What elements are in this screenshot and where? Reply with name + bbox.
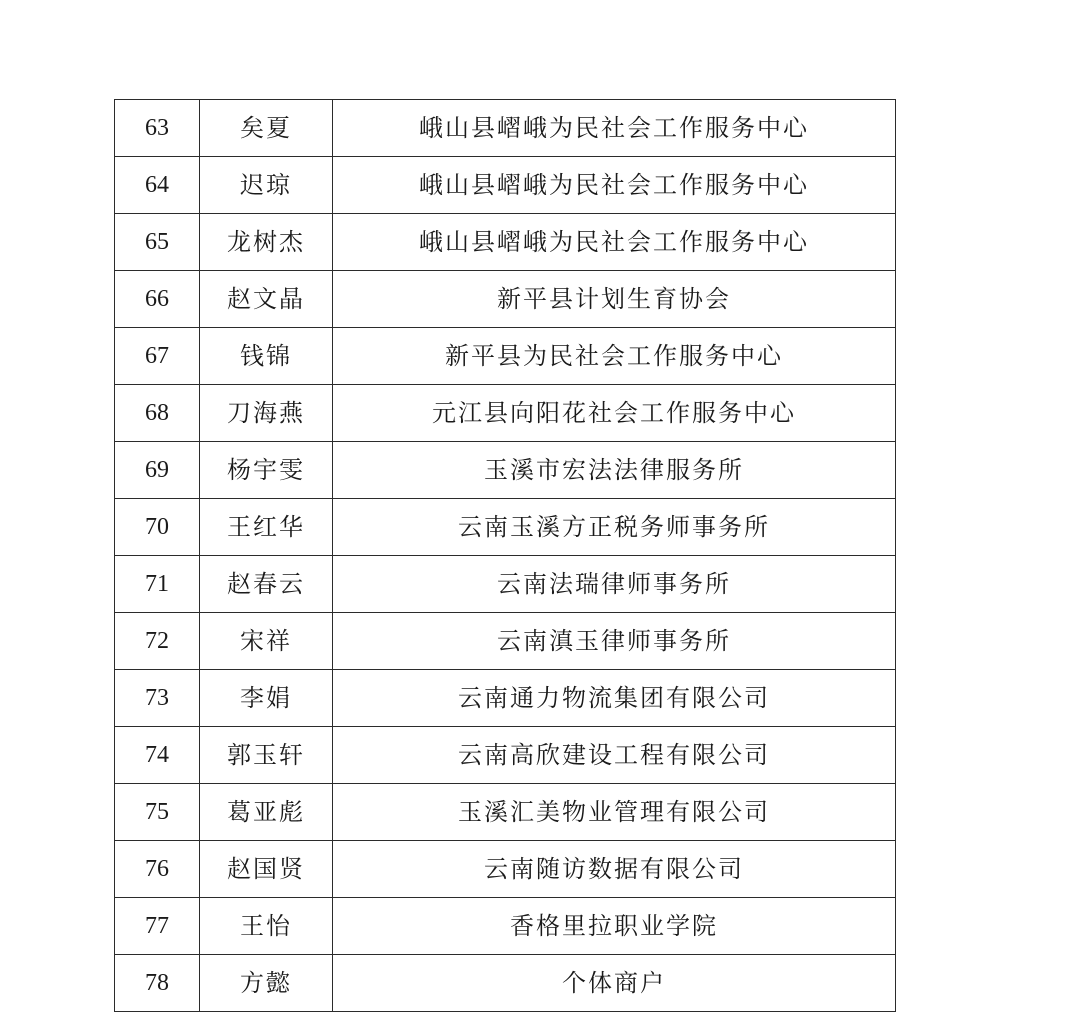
table-row bbox=[115, 841, 896, 898]
person-name: 龙树杰 bbox=[200, 214, 333, 271]
table-row bbox=[115, 898, 896, 955]
row-number: 64 bbox=[115, 157, 200, 214]
person-name: 赵文晶 bbox=[200, 271, 333, 328]
row-number: 78 bbox=[115, 955, 200, 1012]
table-row bbox=[115, 955, 896, 1012]
row-number: 69 bbox=[115, 442, 200, 499]
table-row bbox=[115, 499, 896, 556]
row-number: 68 bbox=[115, 385, 200, 442]
organization: 云南随访数据有限公司 bbox=[333, 841, 896, 898]
table-row bbox=[115, 271, 896, 328]
table-row bbox=[115, 442, 896, 499]
row-number: 73 bbox=[115, 670, 200, 727]
table-row bbox=[115, 157, 896, 214]
table-row bbox=[115, 328, 896, 385]
table-row bbox=[115, 556, 896, 613]
person-name: 葛亚彪 bbox=[200, 784, 333, 841]
row-number: 77 bbox=[115, 898, 200, 955]
organization: 云南玉溪方正税务师事务所 bbox=[333, 499, 896, 556]
person-name: 王红华 bbox=[200, 499, 333, 556]
organization: 新平县为民社会工作服务中心 bbox=[333, 328, 896, 385]
table-row bbox=[115, 100, 896, 157]
organization: 玉溪汇美物业管理有限公司 bbox=[333, 784, 896, 841]
table-row bbox=[115, 613, 896, 670]
table-row bbox=[115, 385, 896, 442]
row-number: 67 bbox=[115, 328, 200, 385]
roster-table-body bbox=[115, 100, 896, 1012]
roster-table bbox=[114, 99, 896, 1012]
person-name: 王怡 bbox=[200, 898, 333, 955]
row-number: 66 bbox=[115, 271, 200, 328]
person-name: 矣夏 bbox=[200, 100, 333, 157]
organization: 元江县向阳花社会工作服务中心 bbox=[333, 385, 896, 442]
organization: 玉溪市宏法法律服务所 bbox=[333, 442, 896, 499]
person-name: 钱锦 bbox=[200, 328, 333, 385]
table-row bbox=[115, 727, 896, 784]
person-name: 宋祥 bbox=[200, 613, 333, 670]
person-name: 杨宇雯 bbox=[200, 442, 333, 499]
row-number: 75 bbox=[115, 784, 200, 841]
row-number: 65 bbox=[115, 214, 200, 271]
person-name: 赵国贤 bbox=[200, 841, 333, 898]
organization: 云南法瑞律师事务所 bbox=[333, 556, 896, 613]
organization: 云南通力物流集团有限公司 bbox=[333, 670, 896, 727]
row-number: 71 bbox=[115, 556, 200, 613]
person-name: 迟琼 bbox=[200, 157, 333, 214]
organization: 云南高欣建设工程有限公司 bbox=[333, 727, 896, 784]
table-row bbox=[115, 214, 896, 271]
person-name: 李娟 bbox=[200, 670, 333, 727]
organization: 新平县计划生育协会 bbox=[333, 271, 896, 328]
row-number: 74 bbox=[115, 727, 200, 784]
person-name: 方懿 bbox=[200, 955, 333, 1012]
organization: 峨山县嶍峨为民社会工作服务中心 bbox=[333, 100, 896, 157]
row-number: 72 bbox=[115, 613, 200, 670]
organization: 峨山县嶍峨为民社会工作服务中心 bbox=[333, 157, 896, 214]
row-number: 63 bbox=[115, 100, 200, 157]
organization: 香格里拉职业学院 bbox=[333, 898, 896, 955]
row-number: 70 bbox=[115, 499, 200, 556]
person-name: 郭玉轩 bbox=[200, 727, 333, 784]
row-number: 76 bbox=[115, 841, 200, 898]
table-row bbox=[115, 784, 896, 841]
organization: 云南滇玉律师事务所 bbox=[333, 613, 896, 670]
person-name: 赵春云 bbox=[200, 556, 333, 613]
organization: 个体商户 bbox=[333, 955, 896, 1012]
organization: 峨山县嶍峨为民社会工作服务中心 bbox=[333, 214, 896, 271]
table-row bbox=[115, 670, 896, 727]
person-name: 刀海燕 bbox=[200, 385, 333, 442]
